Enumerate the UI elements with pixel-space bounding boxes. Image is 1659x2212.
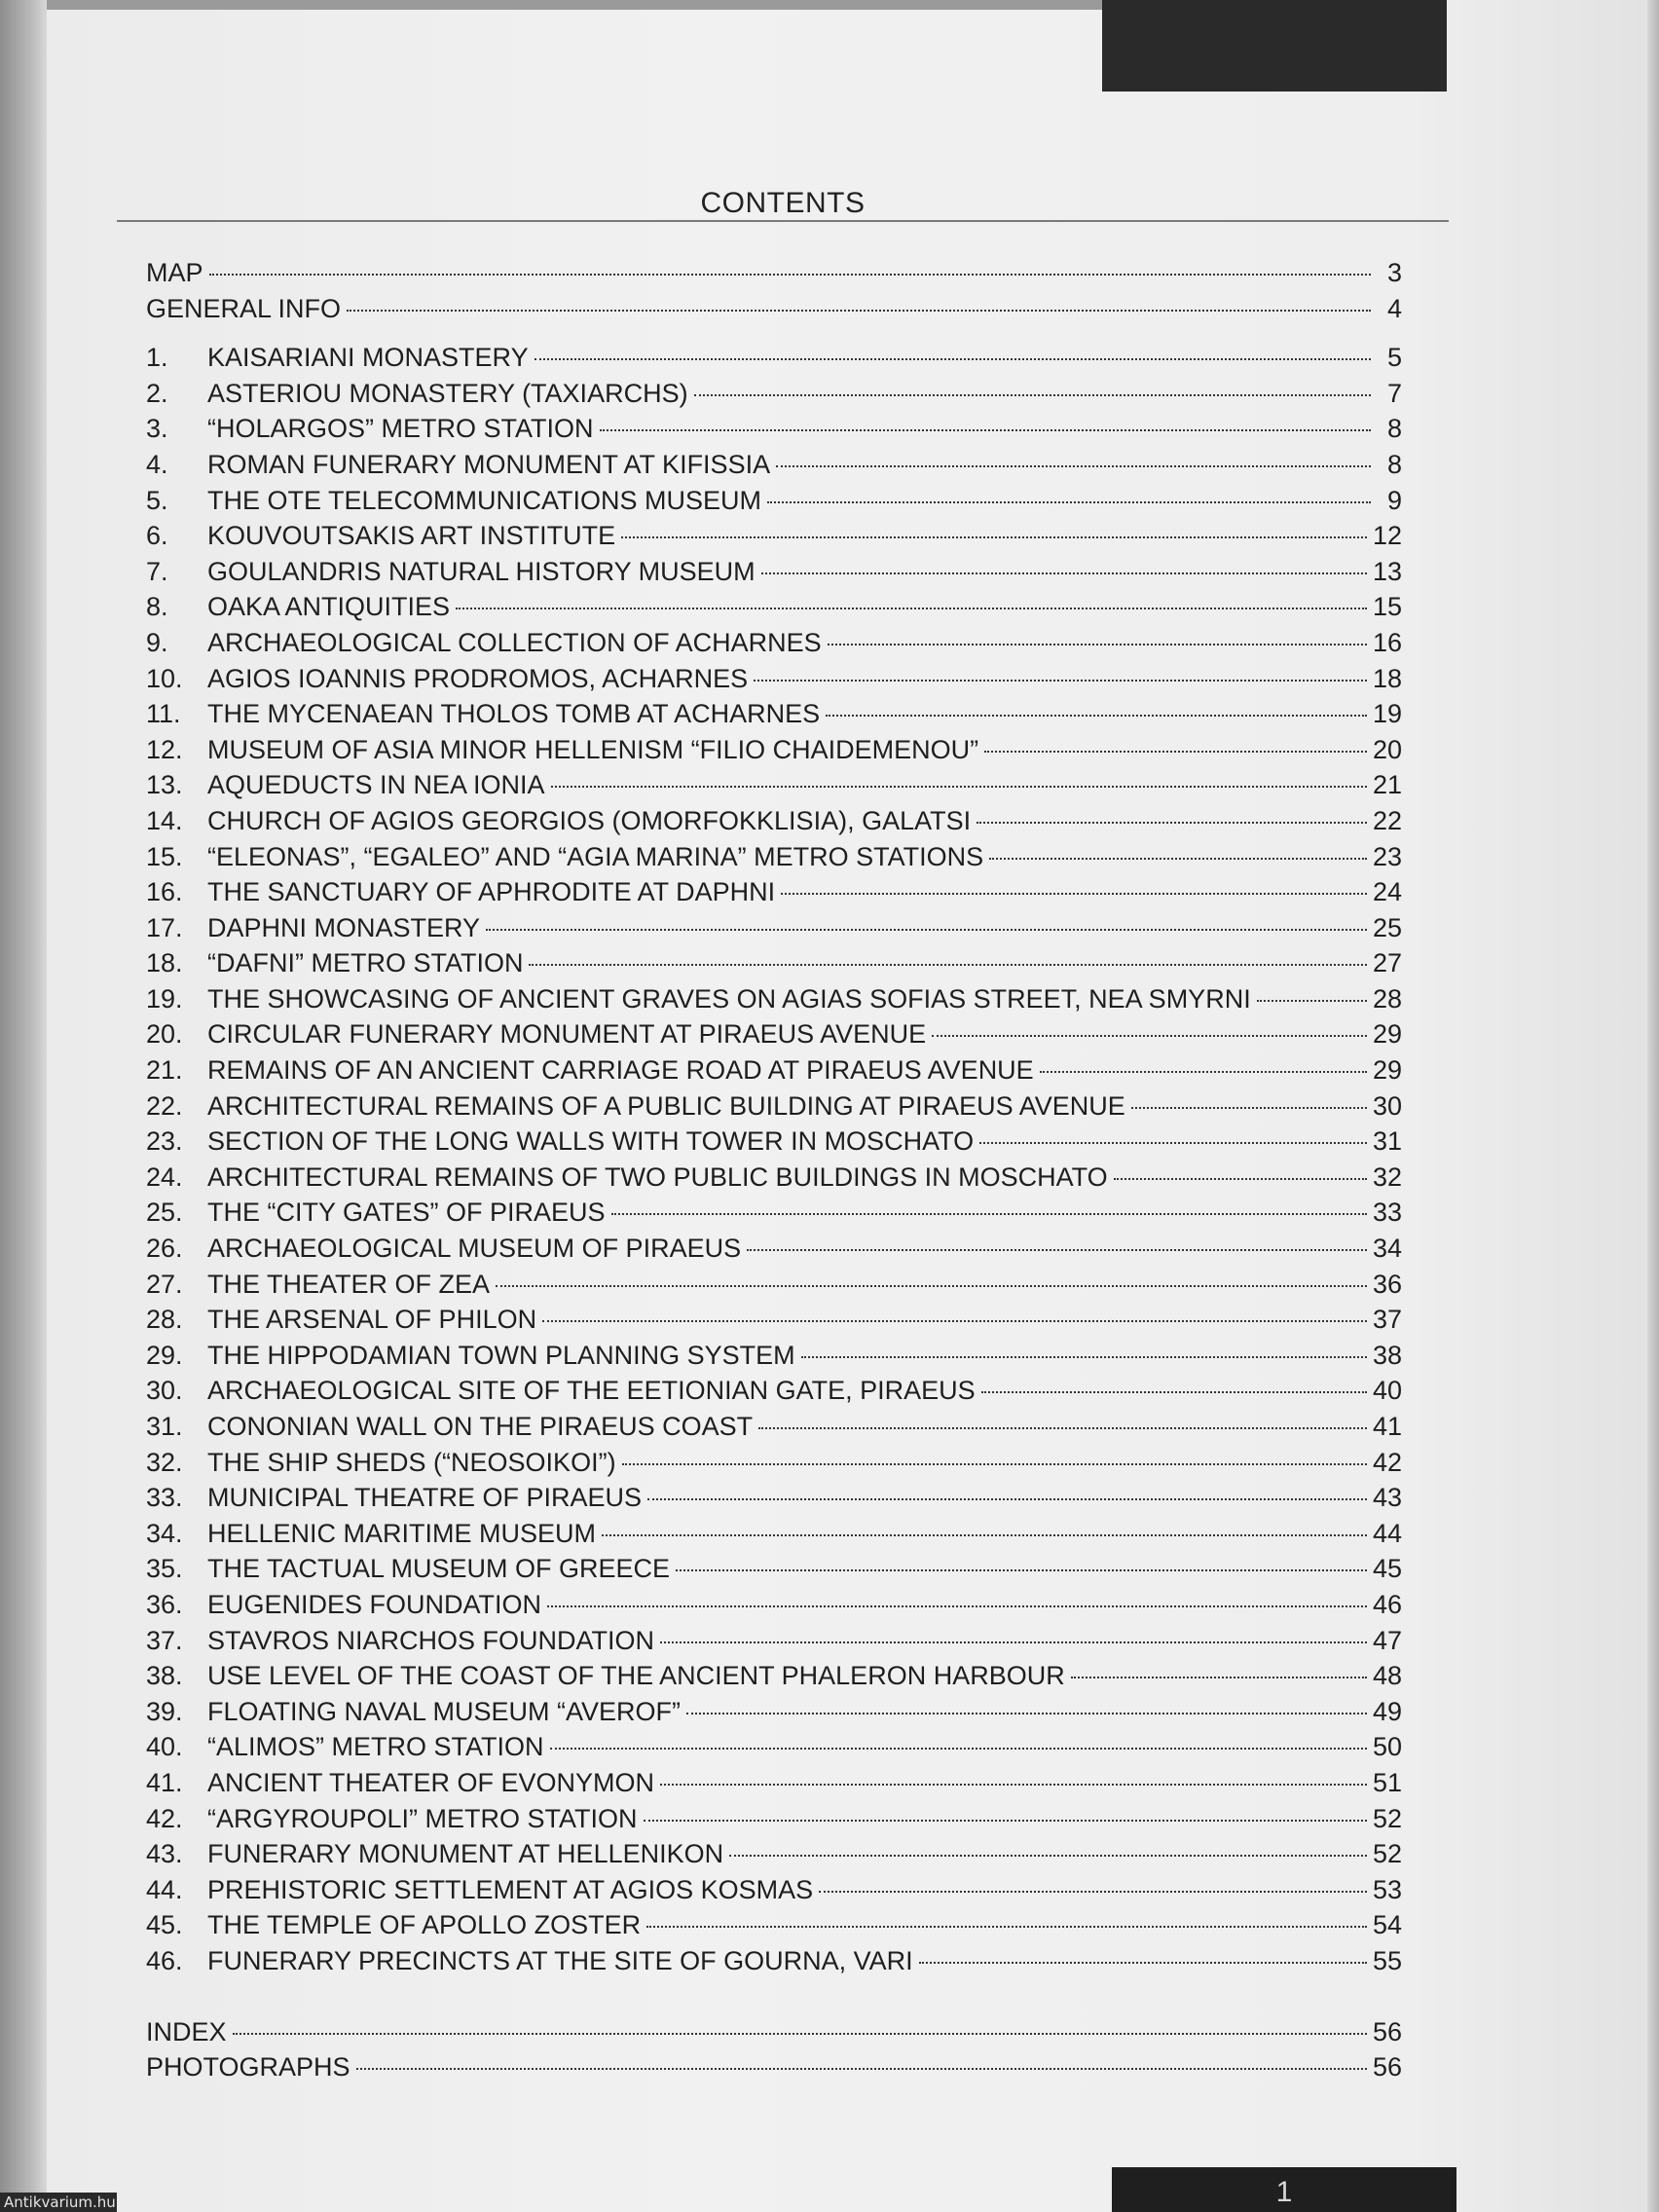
entry-number: 9. [146,627,168,657]
entry-title: THE MYCENAEAN THOLOS TOMB AT ACHARNES [207,699,821,729]
toc-entry [146,1765,1402,1801]
dot-leader [611,1213,1367,1215]
toc-entry [146,1801,1402,1837]
toc-entry [146,376,1402,412]
entry-title: “ELEONAS”, “EGALEO” AND “AGIA MARINA” METRO STATIONS [207,841,984,871]
entry-title: KOUVOUTSAKIS ART INSTITUTE [207,521,616,551]
entry-page-number: 33 [1372,1198,1402,1228]
entry-number: 8. [146,592,168,622]
entry-page-number: 51 [1372,1767,1402,1797]
entry-number: 10. [146,663,183,693]
entry-title: GOULANDRIS NATURAL HISTORY MUSEUM [207,556,756,586]
dot-leader [932,1035,1367,1037]
entry-title: “ALIMOS” METRO STATION [207,1732,544,1762]
entry-number: 22. [146,1090,183,1121]
dot-leader [981,1391,1367,1393]
entry-page-number: 9 [1386,485,1402,515]
dot-leader [919,1962,1367,1964]
toc-entry [146,1694,1402,1730]
toc-entry [146,1480,1402,1516]
toc-entry [146,767,1402,803]
page-top-edge [47,0,1102,10]
dot-leader [801,1356,1367,1358]
dot-leader [781,893,1367,895]
page-title: CONTENTS [700,187,866,219]
page-edge-shadow [1647,0,1659,2212]
entry-page-number: 55 [1372,1945,1402,1975]
entry-title: FUNERARY MONUMENT AT HELLENIKON [207,1839,724,1869]
dot-leader [989,858,1367,860]
toc-entry [146,945,1402,981]
entry-page-number: 49 [1372,1696,1402,1726]
entry-title: ROMAN FUNERARY MONUMENT AT KIFISSIA [207,449,771,479]
entry-title: THE TACTUAL MUSEUM OF GREECE [207,1554,671,1584]
entry-number: 26. [146,1234,183,1264]
entry-page-number: 54 [1372,1910,1402,1940]
dot-leader [984,751,1367,753]
entry-number: 45. [146,1910,183,1940]
entry-page-number: 8 [1386,449,1402,479]
header-corner-block [1102,0,1447,92]
toc-entry [146,1016,1402,1052]
dot-leader [828,644,1367,645]
entry-number: 28. [146,1305,183,1335]
entry-number: 29. [146,1340,183,1370]
entry-number: 27. [146,1269,183,1299]
dot-leader [776,465,1371,467]
toc-entry [146,340,1402,376]
entry-number: 13. [146,770,183,800]
entry-number: 17. [146,912,183,942]
entry-title: REMAINS OF AN ANCIENT CARRIAGE ROAD AT PIRAEUS AVENUE [207,1055,1034,1086]
entry-title: ARCHITECTURAL REMAINS OF TWO PUBLIC BUILDINGS IN MOSCHATO [207,1161,1108,1192]
entry-title: ASTERIOU MONASTERY (TAXIARCHS) [207,378,688,408]
entry-number: 12. [146,734,183,764]
entry-page-number: 56 [1372,2052,1402,2083]
dot-leader [542,1320,1367,1322]
entry-title: MUSEUM OF ASIA MINOR HELLENISM “FILIO CHAIDEMENOU” [207,734,979,764]
dot-leader [1071,1677,1367,1678]
entry-title: MUNICIPAL THEATRE OF PIRAEUS [207,1483,643,1513]
back-matter-list [146,2014,1402,2085]
entry-number: 41. [146,1767,183,1797]
entry-title: STAVROS NIARCHOS FOUNDATION [207,1625,655,1655]
entry-page-number: 19 [1372,699,1402,729]
dot-leader [676,1569,1367,1571]
entry-title: EUGENIDES FOUNDATION [207,1589,542,1619]
toc-entry [146,1409,1402,1445]
dot-leader [660,1784,1367,1786]
entry-title: OAKA ANTIQUITIES [207,592,451,622]
entry-page-number: 5 [1386,343,1402,373]
entry-page-number: 7 [1386,378,1402,408]
entry-number: 1. [146,343,168,373]
entry-page-number: 32 [1372,1161,1402,1192]
dot-leader [233,2033,1367,2035]
dot-leader [602,1534,1367,1536]
toc-entry [146,1623,1402,1659]
entry-number: 42. [146,1803,183,1833]
toc-entry [146,291,1402,327]
entry-title: AQUEDUCTS IN NEA IONIA [207,770,545,800]
dot-leader [647,1498,1367,1500]
toc-entry [146,839,1402,875]
entry-page-number: 47 [1372,1625,1402,1655]
entry-title: “DAFNI” METRO STATION [207,948,524,978]
entry-page-number: 4 [1386,293,1402,323]
entry-number: 6. [146,521,168,551]
dot-leader [550,1748,1367,1750]
entry-page-number: 40 [1372,1376,1402,1406]
entry-page-number: 16 [1372,627,1402,657]
entry-number: 23. [146,1126,183,1157]
toc-entry [146,2049,1402,2085]
table-of-contents [146,255,1402,2085]
page-gutter-shadow [0,0,47,2212]
entry-page-number: 31 [1372,1126,1402,1157]
toc-entry [146,1907,1402,1943]
toc-entry [146,447,1402,483]
dot-leader [826,715,1367,717]
dot-leader [529,964,1366,966]
entry-page-number: 52 [1372,1803,1402,1833]
dot-leader [979,1142,1367,1144]
entry-number: 30. [146,1376,183,1406]
entry-page-number: 45 [1372,1554,1402,1584]
toc-entry [146,1551,1402,1587]
entry-page-number: 8 [1386,414,1402,444]
entry-page-number: 56 [1372,2016,1402,2046]
entry-number: 21. [146,1055,183,1086]
dot-leader [758,1427,1367,1429]
dot-leader [356,2068,1367,2070]
entry-page-number: 25 [1372,912,1402,942]
entry-page-number: 21 [1372,770,1402,800]
toc-entry [146,1231,1402,1267]
entry-number: 7. [146,556,168,586]
entry-title: GENERAL INFO [146,293,342,323]
entry-number: 32. [146,1447,183,1477]
entry-title: PREHISTORIC SETTLEMENT AT AGIOS KOSMAS [207,1874,814,1904]
entry-number: 3. [146,414,168,444]
dot-leader [747,1249,1367,1251]
toc-entry [146,732,1402,768]
entry-page-number: 34 [1372,1234,1402,1264]
toc-entry [146,1124,1402,1160]
entry-page-number: 3 [1386,258,1402,287]
entry-page-number: 24 [1372,877,1402,907]
toc-entry [146,661,1402,697]
entry-title: MAP [146,258,203,287]
watermark: Antikvarium.hu [0,2193,117,2212]
toc-entry [146,1729,1402,1765]
toc-entry [146,1516,1402,1552]
entry-page-number: 20 [1372,734,1402,764]
entry-title: THE OTE TELECOMMUNICATIONS MUSEUM [207,485,762,515]
dot-leader [547,1605,1367,1607]
entry-page-number: 28 [1372,983,1402,1014]
dot-leader [622,1463,1367,1465]
entry-page-number: 37 [1372,1305,1402,1335]
entry-number: 34. [146,1518,183,1548]
dot-leader [1257,1000,1367,1002]
toc-entry [146,1943,1402,1979]
entry-title: ARCHAEOLOGICAL COLLECTION OF ACHARNES [207,627,822,657]
dot-leader [621,536,1367,538]
entry-page-number: 27 [1372,948,1402,978]
dot-leader [486,929,1367,931]
entry-page-number: 12 [1372,521,1402,551]
entry-page-number: 42 [1372,1447,1402,1477]
entry-number: 24. [146,1161,183,1192]
toc-entry [146,1160,1402,1196]
entry-page-number: 41 [1372,1412,1402,1441]
entry-page-number: 48 [1372,1661,1402,1691]
title-rule [117,220,1449,222]
entry-number: 19. [146,983,183,1014]
entry-page-number: 52 [1372,1839,1402,1869]
dot-leader [551,786,1367,788]
toc-entry [146,411,1402,447]
toc-entry [146,1052,1402,1088]
entry-page-number: 22 [1372,805,1402,835]
entry-page-number: 18 [1372,663,1402,693]
entry-title: AGIOS IOANNIS PRODROMOS, ACHARNES [207,663,749,693]
entry-number: 38. [146,1661,183,1691]
entry-title: DAPHNI MONASTERY [207,912,481,942]
entry-title: THE TEMPLE OF APOLLO ZOSTER [207,1910,642,1940]
entry-title: ARCHAEOLOGICAL MUSEUM OF PIRAEUS [207,1234,742,1264]
toc-entry [146,874,1402,910]
entry-title: USE LEVEL OF THE COAST OF THE ANCIENT PHALERON HARBOUR [207,1661,1065,1691]
toc-entry [146,803,1402,839]
entry-title: HELLENIC MARITIME MUSEUM [207,1518,597,1548]
toc-entry [146,1658,1402,1694]
chapter-list [146,340,1402,1978]
entry-title: INDEX [146,2016,227,2046]
dot-leader [694,394,1371,396]
entry-number: 31. [146,1412,183,1441]
entry-number: 4. [146,449,168,479]
toc-entry [146,696,1402,732]
entry-title: THE SANCTUARY OF APHRODITE AT DAPHNI [207,877,776,907]
entry-page-number: 29 [1372,1019,1402,1050]
entry-number: 43. [146,1839,183,1869]
dot-leader [819,1891,1367,1893]
toc-entry [146,981,1402,1017]
entry-page-number: 50 [1372,1732,1402,1762]
entry-title: FUNERARY PRECINCTS AT THE SITE OF GOURNA, VARI [207,1945,913,1975]
section-gap [146,1979,1402,2014]
entry-title: THE SHOWCASING OF ANCIENT GRAVES ON AGIAS SOFIAS STREET, NEA SMYRNI [207,983,1251,1014]
entry-page-number: 46 [1372,1589,1402,1619]
toc-entry [146,255,1402,291]
entry-title: PHOTOGRAPHS [146,2052,350,2083]
entry-title: CHURCH OF AGIOS GEORGIOS (OMORFOKKLISIA), GALATSI [207,805,972,835]
entry-title: FLOATING NAVAL MUSEUM “AVEROF” [207,1696,682,1726]
dot-leader [496,1285,1367,1287]
entry-number: 14. [146,805,183,835]
dot-leader [729,1855,1367,1857]
entry-number: 37. [146,1625,183,1655]
toc-entry [146,1373,1402,1409]
toc-entry [146,1872,1402,1908]
entry-number: 40. [146,1732,183,1762]
entry-number: 25. [146,1198,183,1228]
toc-entry [146,554,1402,590]
entry-page-number: 44 [1372,1518,1402,1548]
entry-number: 20. [146,1019,183,1050]
toc-entry [146,1088,1402,1124]
entry-page-number: 15 [1372,592,1402,622]
dot-leader [1131,1107,1367,1109]
toc-entry [146,1836,1402,1872]
entry-number: 36. [146,1589,183,1619]
entry-page-number: 23 [1372,841,1402,871]
entry-page-number: 38 [1372,1340,1402,1370]
dot-leader [1114,1178,1367,1180]
entry-title: THE HIPPODAMIAN TOWN PLANNING SYSTEM [207,1340,795,1370]
dot-leader [535,358,1371,360]
entry-title: THE “CITY GATES” OF PIRAEUS [207,1198,606,1228]
entry-title: “HOLARGOS” METRO STATION [207,414,594,444]
entry-page-number: 30 [1372,1090,1402,1121]
entry-number: 33. [146,1483,183,1513]
entry-number: 39. [146,1696,183,1726]
entry-title: CONONIAN WALL ON THE PIRAEUS COAST [207,1412,754,1441]
entry-number: 15. [146,841,183,871]
toc-entry [146,518,1402,554]
section-gap [146,326,1402,340]
entry-title: ANCIENT THEATER OF EVONYMON [207,1767,655,1797]
entry-title: THE THEATER OF ZEA [207,1269,491,1299]
entry-title: SECTION OF THE LONG WALLS WITH TOWER IN MOSCHATO [207,1126,975,1157]
dot-leader [209,274,1371,276]
front-matter-list [146,255,1402,326]
toc-entry [146,1302,1402,1338]
entry-title: ARCHAEOLOGICAL SITE OF THE EETIONIAN GATE, PIRAEUS [207,1376,976,1406]
entry-title: CIRCULAR FUNERARY MONUMENT AT PIRAEUS AVENUE [207,1019,927,1050]
entry-number: 35. [146,1554,183,1584]
dot-leader [644,1820,1367,1822]
entry-title: ARCHITECTURAL REMAINS OF A PUBLIC BUILDING AT PIRAEUS AVENUE [207,1090,1125,1121]
entry-number: 5. [146,485,168,515]
entry-page-number: 36 [1372,1269,1402,1299]
toc-entry [146,1195,1402,1231]
entry-title: THE ARSENAL OF PHILON [207,1305,537,1335]
toc-entry [146,1445,1402,1481]
entry-number: 44. [146,1874,183,1904]
entry-number: 46. [146,1945,183,1975]
dot-leader [686,1713,1367,1714]
dot-leader [456,608,1367,609]
dot-leader [600,429,1371,431]
toc-entry [146,910,1402,946]
entry-page-number: 29 [1372,1055,1402,1086]
dot-leader [347,310,1371,312]
folio-page-number: 1 [1275,2176,1293,2208]
toc-entry [146,2014,1402,2050]
entry-number: 18. [146,948,183,978]
entry-page-number: 43 [1372,1483,1402,1513]
dot-leader [767,501,1371,503]
entry-page-number: 53 [1372,1874,1402,1904]
dot-leader [977,822,1367,824]
dot-leader [761,572,1367,574]
toc-entry [146,483,1402,519]
entry-title: THE SHIP SHEDS (“NEOSOIKOI”) [207,1447,616,1477]
toc-entry [146,1267,1402,1303]
entry-number: 16. [146,877,183,907]
entry-page-number: 13 [1372,556,1402,586]
dot-leader [660,1641,1367,1643]
toc-entry [146,1587,1402,1623]
dot-leader [1040,1071,1367,1073]
toc-entry [146,625,1402,661]
toc-entry [146,1338,1402,1374]
toc-entry [146,589,1402,625]
dot-leader [646,1926,1367,1928]
entry-title: KAISARIANI MONASTERY [207,343,529,373]
entry-number: 2. [146,378,168,408]
entry-number: 11. [146,699,181,729]
dot-leader [754,680,1367,682]
entry-title: “ARGYROUPOLI” METRO STATION [207,1803,638,1833]
